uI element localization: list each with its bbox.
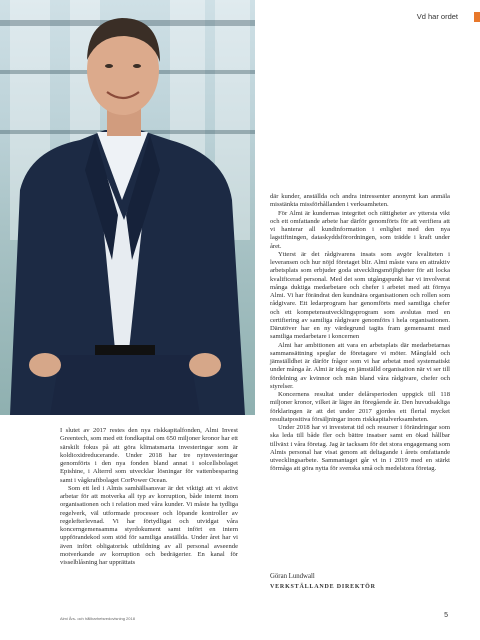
accent-bar	[474, 12, 480, 22]
paragraph: Ytterst är det rådgivarens insats som avgör kvaliteten i leveransen och hur nöjd företaget blir. Almi måste vara en attraktiv arbetsplats som erbjuder goda utvecklingsmöjligheter för att locka kvalificerad personal. Med det som utgångspunkt har vi involverat många duktiga medarbetare och chefer i arbetet med att förnya Almi. Vi har förändrat den kundnära organisationen och rollen som rådgivare. Ett ledarprogram har genomförts med samtliga chefer och ett kompetensutvecklingsprogram som avslutas med en certifiering av samtliga rådgivare genomförs i hela organisationen. Därutöver har en ny värdegrund tagits fram gemensamt med samtliga medarbetare i koncernen	[270, 250, 450, 341]
paragraph: Under 2018 har vi investerat tid och resurser i förändringar som ska leda till både fler och bättre insatser samt en ökad hållbar tillväxt i våra företag. Jag är tacksam för det stora engagemang som Almis personal har visat genom att deltagande i årets omfattande utvecklingsarbete. Sammantaget går vi in i 2019 med en stärkt förmåga att göra nytta för svenska små och medelstora företag.	[270, 424, 450, 473]
paragraph: Som ett led i Almis samhällsansvar är det viktigt att vi aktivt arbetar för att motverka all typ av korruption, både internt inom organisationen och i relation med våra kunder. Vi måste ha tydliga regelverk, väl utformade processer och löpande kontroller av regelefterlevnad. Vi har förtydligat och utvidgat våra koncerngemensamma styrdokument samt infört en intern uppförandekod som stöd för samtliga anställda. Under året har vi även infört obligatorisk utbildning av all personal avseende motverkande av korruption och bedrägerier. En kanal för visselblåsning har upprättats	[60, 484, 238, 566]
person-illustration	[0, 0, 255, 415]
signature-name: Göran Lundwall	[270, 573, 315, 580]
paragraph: I slutet av 2017 restes den nya riskkapitalfonden, Almi Invest Greentech, som med ett fondkapital om 650 miljoner kronor har ett särskilt fokus på att göra klimatsmarta investeringar som är koldioxidreducerande. Under 2018 har tre nyinvesteringar genomförts i den nya fonden bland annat i solcellsbolaget Epishine, i Alterrd som utvecklar lösningar för vattenbesparing samt i vågkraftbolaget CorPower Ocean.	[60, 427, 238, 484]
right-column	[270, 193, 450, 474]
paragraph: där kunder, anställda och andra intressenter anonymt kan anmäla misstänkta missförhållanden i verksamheten.	[270, 193, 450, 209]
paragraph: Almi har ambitionen att vara en arbetsplats där medarbetarnas sammansättning speglar de företagare vi möter. Mångfald och jämställdhet är därför frågor som vi har arbetat med systematiskt under många år. Almi är idag en jämställd organisation när vi ser till fördelning av kvinnor och män bland våra rådgivare, chefer och styrelser.	[270, 341, 450, 390]
portrait-photo	[0, 0, 255, 415]
left-column	[60, 427, 238, 567]
paragraph: Koncernens resultat under delårsperioden uppgick till 118 miljoner kronor, vilket är lägre än föregående år. Den huvudsakliga förklaringen är att det under 2017 gjordes ett flertal mycket resultatpositiva försäljningar inom riskkapitalverksamheten.	[270, 391, 450, 423]
footer-text: Almi Års- och hållbarhetsredovisning 2018	[60, 616, 135, 621]
paragraph: För Almi är kundernas integritet och rättigheter av yttersta vikt och ett omfattande arbete har därför genomförts för att verifiera att vi hanterar all kundinformation i enlighet med den nya lagstiftningen, dataskyddsförordningen, som trädde i kraft under året.	[270, 209, 450, 250]
signature-title: VERKSTÄLLANDE DIREKTÖR	[270, 584, 376, 590]
section-label: Vd har ordet	[416, 12, 458, 21]
page-number: 5	[444, 612, 448, 619]
